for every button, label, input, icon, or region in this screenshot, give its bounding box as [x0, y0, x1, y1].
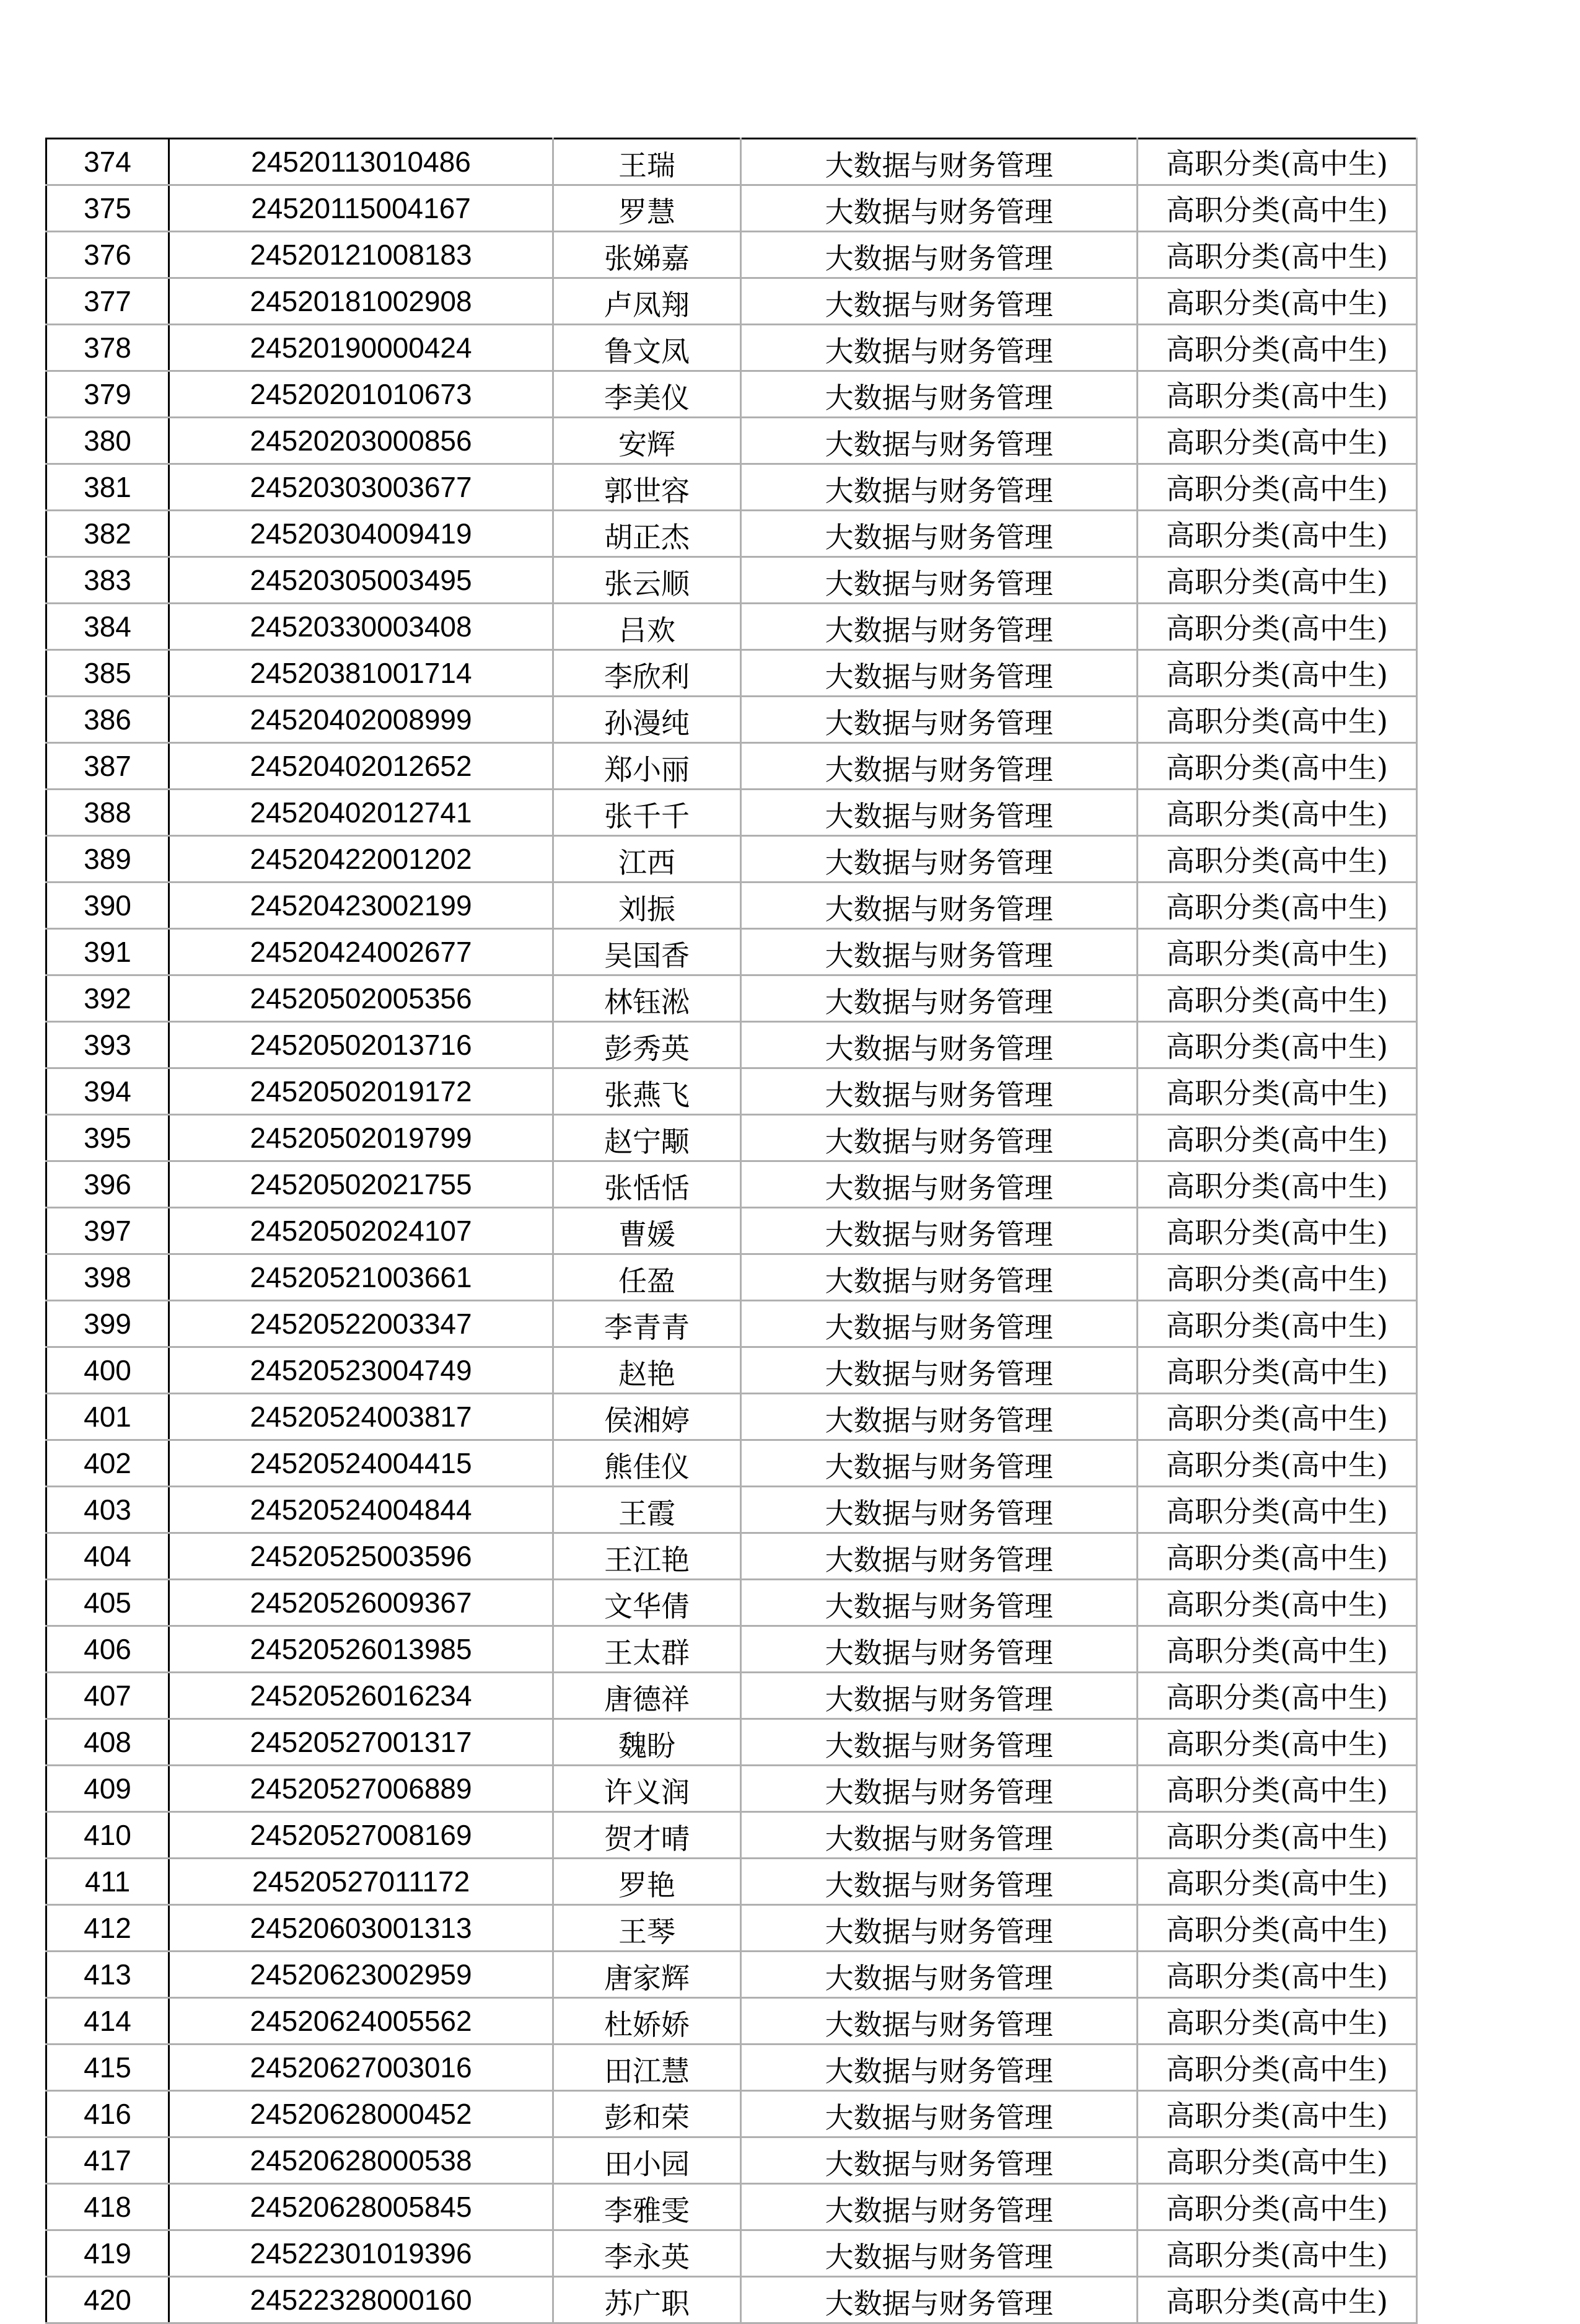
table-row — [46, 511, 1417, 557]
major-cell: 大数据与财务管理 — [741, 1766, 1138, 1812]
student-name-cell: 刘振 — [553, 883, 741, 929]
row-number-cell: 386 — [46, 697, 169, 743]
table-row — [46, 883, 1417, 929]
exam-number-cell: 24520628000538 — [169, 2137, 553, 2184]
student-name-cell: 吕欢 — [553, 604, 741, 650]
table-row — [46, 1301, 1417, 1347]
table-row — [46, 604, 1417, 650]
category-cell: 高职分类(高中生) — [1138, 1673, 1417, 1719]
row-number-cell: 396 — [46, 1161, 169, 1208]
exam-number-cell: 24520525003596 — [169, 1533, 553, 1580]
category-cell: 高职分类(高中生) — [1138, 1115, 1417, 1161]
exam-number-cell: 24520424002677 — [169, 929, 553, 975]
major-cell: 大数据与财务管理 — [741, 1022, 1138, 1068]
student-name-cell: 田小园 — [553, 2137, 741, 2184]
row-number-cell: 388 — [46, 790, 169, 836]
category-cell: 高职分类(高中生) — [1138, 1766, 1417, 1812]
row-number-cell: 406 — [46, 1626, 169, 1673]
major-cell: 大数据与财务管理 — [741, 1859, 1138, 1905]
exam-number-cell: 24520402012652 — [169, 743, 553, 790]
table-row — [46, 1673, 1417, 1719]
table-row — [46, 371, 1417, 418]
exam-number-cell: 24520527001317 — [169, 1719, 553, 1766]
table-row — [46, 2137, 1417, 2184]
row-number-cell: 419 — [46, 2230, 169, 2277]
major-cell: 大数据与财务管理 — [741, 511, 1138, 557]
student-name-cell: 文华倩 — [553, 1580, 741, 1626]
row-number-cell: 393 — [46, 1022, 169, 1068]
table-row — [46, 1905, 1417, 1952]
student-name-cell: 吴国香 — [553, 929, 741, 975]
exam-number-cell: 24520423002199 — [169, 883, 553, 929]
major-cell: 大数据与财务管理 — [741, 1580, 1138, 1626]
table-row — [46, 1394, 1417, 1440]
table-row — [46, 278, 1417, 325]
exam-number-cell: 24520304009419 — [169, 511, 553, 557]
student-name-cell: 罗慧 — [553, 185, 741, 232]
row-number-cell: 383 — [46, 557, 169, 604]
student-name-cell: 卢凤翔 — [553, 278, 741, 325]
category-cell: 高职分类(高中生) — [1138, 697, 1417, 743]
exam-number-cell: 24520526016234 — [169, 1673, 553, 1719]
row-number-cell: 410 — [46, 1812, 169, 1859]
category-cell: 高职分类(高中生) — [1138, 185, 1417, 232]
student-name-cell: 张千千 — [553, 790, 741, 836]
table-row — [46, 697, 1417, 743]
table-row — [46, 1533, 1417, 1580]
exam-number-cell: 24520502019172 — [169, 1068, 553, 1115]
table-row — [46, 1022, 1417, 1068]
table-row — [46, 929, 1417, 975]
table-row — [46, 232, 1417, 278]
student-name-cell: 郭世容 — [553, 464, 741, 511]
student-name-cell: 郑小丽 — [553, 743, 741, 790]
exam-number-cell: 24520422001202 — [169, 836, 553, 883]
major-cell: 大数据与财务管理 — [741, 743, 1138, 790]
row-number-cell: 404 — [46, 1533, 169, 1580]
table-row — [46, 139, 1417, 185]
category-cell: 高职分类(高中生) — [1138, 1208, 1417, 1254]
table-row — [46, 650, 1417, 697]
table-row — [46, 1952, 1417, 1998]
row-number-cell: 412 — [46, 1905, 169, 1952]
major-cell: 大数据与财务管理 — [741, 1626, 1138, 1673]
category-cell: 高职分类(高中生) — [1138, 464, 1417, 511]
row-number-cell: 387 — [46, 743, 169, 790]
table-row — [46, 1487, 1417, 1533]
major-cell: 大数据与财务管理 — [741, 1998, 1138, 2045]
table-row — [46, 1626, 1417, 1673]
row-number-cell: 385 — [46, 650, 169, 697]
major-cell: 大数据与财务管理 — [741, 836, 1138, 883]
exam-number-cell: 24520113010486 — [169, 139, 553, 185]
category-cell: 高职分类(高中生) — [1138, 1254, 1417, 1301]
major-cell: 大数据与财务管理 — [741, 2137, 1138, 2184]
row-number-cell: 418 — [46, 2184, 169, 2230]
category-cell: 高职分类(高中生) — [1138, 1161, 1417, 1208]
student-name-cell: 江西 — [553, 836, 741, 883]
student-name-cell: 李青青 — [553, 1301, 741, 1347]
category-cell: 高职分类(高中生) — [1138, 604, 1417, 650]
table-row — [46, 1812, 1417, 1859]
row-number-cell: 414 — [46, 1998, 169, 2045]
student-name-cell: 任盈 — [553, 1254, 741, 1301]
row-number-cell: 395 — [46, 1115, 169, 1161]
category-cell: 高职分类(高中生) — [1138, 2230, 1417, 2277]
exam-number-cell: 24520502013716 — [169, 1022, 553, 1068]
student-name-cell: 许义润 — [553, 1766, 741, 1812]
category-cell: 高职分类(高中生) — [1138, 2184, 1417, 2230]
student-name-cell: 张恬恬 — [553, 1161, 741, 1208]
row-number-cell: 391 — [46, 929, 169, 975]
exam-number-cell: 24520181002908 — [169, 278, 553, 325]
category-cell: 高职分类(高中生) — [1138, 743, 1417, 790]
table-row — [46, 557, 1417, 604]
category-cell: 高职分类(高中生) — [1138, 1859, 1417, 1905]
row-number-cell: 407 — [46, 1673, 169, 1719]
row-number-cell: 374 — [46, 139, 169, 185]
category-cell: 高职分类(高中生) — [1138, 557, 1417, 604]
category-cell: 高职分类(高中生) — [1138, 278, 1417, 325]
row-number-cell: 397 — [46, 1208, 169, 1254]
category-cell: 高职分类(高中生) — [1138, 1487, 1417, 1533]
table-row — [46, 2045, 1417, 2091]
exam-number-cell: 24520303003677 — [169, 464, 553, 511]
exam-number-cell: 24520527008169 — [169, 1812, 553, 1859]
category-cell: 高职分类(高中生) — [1138, 1533, 1417, 1580]
category-cell: 高职分类(高中生) — [1138, 1068, 1417, 1115]
exam-number-cell: 24520121008183 — [169, 232, 553, 278]
exam-number-cell: 24520305003495 — [169, 557, 553, 604]
category-cell: 高职分类(高中生) — [1138, 1301, 1417, 1347]
table-row — [46, 1347, 1417, 1394]
exam-number-cell: 24520203000856 — [169, 418, 553, 464]
major-cell: 大数据与财务管理 — [741, 557, 1138, 604]
table-row — [46, 1115, 1417, 1161]
major-cell: 大数据与财务管理 — [741, 1905, 1138, 1952]
category-cell: 高职分类(高中生) — [1138, 1440, 1417, 1487]
exam-number-cell: 24520623002959 — [169, 1952, 553, 1998]
row-number-cell: 420 — [46, 2277, 169, 2323]
exam-number-cell: 24520527006889 — [169, 1766, 553, 1812]
category-cell: 高职分类(高中生) — [1138, 1812, 1417, 1859]
major-cell: 大数据与财务管理 — [741, 1068, 1138, 1115]
table-row — [46, 1998, 1417, 2045]
major-cell: 大数据与财务管理 — [741, 1533, 1138, 1580]
student-name-cell: 熊佳仪 — [553, 1440, 741, 1487]
row-number-cell: 399 — [46, 1301, 169, 1347]
major-cell: 大数据与财务管理 — [741, 464, 1138, 511]
exam-number-cell: 24520502021755 — [169, 1161, 553, 1208]
major-cell: 大数据与财务管理 — [741, 650, 1138, 697]
category-cell: 高职分类(高中生) — [1138, 325, 1417, 371]
category-cell: 高职分类(高中生) — [1138, 790, 1417, 836]
student-name-cell: 王霞 — [553, 1487, 741, 1533]
table-row — [46, 1254, 1417, 1301]
major-cell: 大数据与财务管理 — [741, 325, 1138, 371]
category-cell: 高职分类(高中生) — [1138, 1347, 1417, 1394]
row-number-cell: 377 — [46, 278, 169, 325]
row-number-cell: 405 — [46, 1580, 169, 1626]
category-cell: 高职分类(高中生) — [1138, 1394, 1417, 1440]
table-body — [46, 139, 1417, 2323]
major-cell: 大数据与财务管理 — [741, 929, 1138, 975]
major-cell: 大数据与财务管理 — [741, 883, 1138, 929]
major-cell: 大数据与财务管理 — [741, 1301, 1138, 1347]
student-name-cell: 张娣嘉 — [553, 232, 741, 278]
category-cell: 高职分类(高中生) — [1138, 1626, 1417, 1673]
major-cell: 大数据与财务管理 — [741, 1161, 1138, 1208]
admission-list-table — [45, 138, 1418, 2324]
major-cell: 大数据与财务管理 — [741, 232, 1138, 278]
category-cell: 高职分类(高中生) — [1138, 1952, 1417, 1998]
category-cell: 高职分类(高中生) — [1138, 139, 1417, 185]
exam-number-cell: 24520522003347 — [169, 1301, 553, 1347]
exam-number-cell: 24520524004415 — [169, 1440, 553, 1487]
row-number-cell: 411 — [46, 1859, 169, 1905]
row-number-cell: 398 — [46, 1254, 169, 1301]
student-name-cell: 彭秀英 — [553, 1022, 741, 1068]
row-number-cell: 400 — [46, 1347, 169, 1394]
exam-number-cell: 24520603001313 — [169, 1905, 553, 1952]
row-number-cell: 394 — [46, 1068, 169, 1115]
row-number-cell: 417 — [46, 2137, 169, 2184]
category-cell: 高职分类(高中生) — [1138, 2045, 1417, 2091]
student-name-cell: 孙漫纯 — [553, 697, 741, 743]
table-row — [46, 1766, 1417, 1812]
table-row — [46, 1161, 1417, 1208]
table-row — [46, 2184, 1417, 2230]
major-cell: 大数据与财务管理 — [741, 278, 1138, 325]
student-name-cell: 罗艳 — [553, 1859, 741, 1905]
category-cell: 高职分类(高中生) — [1138, 1580, 1417, 1626]
major-cell: 大数据与财务管理 — [741, 2230, 1138, 2277]
exam-number-cell: 24520524003817 — [169, 1394, 553, 1440]
exam-number-cell: 24520524004844 — [169, 1487, 553, 1533]
exam-number-cell: 24522328000160 — [169, 2277, 553, 2323]
student-name-cell: 王太群 — [553, 1626, 741, 1673]
category-cell: 高职分类(高中生) — [1138, 975, 1417, 1022]
row-number-cell: 392 — [46, 975, 169, 1022]
student-name-cell: 魏盼 — [553, 1719, 741, 1766]
major-cell: 大数据与财务管理 — [741, 2091, 1138, 2137]
exam-number-cell: 24520521003661 — [169, 1254, 553, 1301]
table-row — [46, 836, 1417, 883]
exam-number-cell: 24520624005562 — [169, 1998, 553, 2045]
student-name-cell: 李永英 — [553, 2230, 741, 2277]
exam-number-cell: 24520527011172 — [169, 1859, 553, 1905]
exam-number-cell: 24520502019799 — [169, 1115, 553, 1161]
major-cell: 大数据与财务管理 — [741, 418, 1138, 464]
category-cell: 高职分类(高中生) — [1138, 2091, 1417, 2137]
exam-number-cell: 24520381001714 — [169, 650, 553, 697]
student-name-cell: 安辉 — [553, 418, 741, 464]
category-cell: 高职分类(高中生) — [1138, 371, 1417, 418]
row-number-cell: 416 — [46, 2091, 169, 2137]
major-cell: 大数据与财务管理 — [741, 604, 1138, 650]
category-cell: 高职分类(高中生) — [1138, 1905, 1417, 1952]
major-cell: 大数据与财务管理 — [741, 2045, 1138, 2091]
category-cell: 高职分类(高中生) — [1138, 1998, 1417, 2045]
exam-number-cell: 24520330003408 — [169, 604, 553, 650]
category-cell: 高职分类(高中生) — [1138, 1719, 1417, 1766]
table-row — [46, 418, 1417, 464]
table-row — [46, 1068, 1417, 1115]
exam-number-cell: 24520502024107 — [169, 1208, 553, 1254]
major-cell: 大数据与财务管理 — [741, 1719, 1138, 1766]
table-row — [46, 1580, 1417, 1626]
student-name-cell: 张云顺 — [553, 557, 741, 604]
major-cell: 大数据与财务管理 — [741, 1952, 1138, 1998]
row-number-cell: 413 — [46, 1952, 169, 1998]
major-cell: 大数据与财务管理 — [741, 975, 1138, 1022]
row-number-cell: 403 — [46, 1487, 169, 1533]
student-name-cell: 贺才晴 — [553, 1812, 741, 1859]
row-number-cell: 402 — [46, 1440, 169, 1487]
exam-number-cell: 24520115004167 — [169, 185, 553, 232]
category-cell: 高职分类(高中生) — [1138, 2137, 1417, 2184]
exam-number-cell: 24520627003016 — [169, 2045, 553, 2091]
exam-number-cell: 24520402012741 — [169, 790, 553, 836]
exam-number-cell: 24520628000452 — [169, 2091, 553, 2137]
major-cell: 大数据与财务管理 — [741, 1394, 1138, 1440]
table-row — [46, 975, 1417, 1022]
exam-number-cell: 24522301019396 — [169, 2230, 553, 2277]
major-cell: 大数据与财务管理 — [741, 1208, 1138, 1254]
category-cell: 高职分类(高中生) — [1138, 836, 1417, 883]
major-cell: 大数据与财务管理 — [741, 697, 1138, 743]
row-number-cell: 380 — [46, 418, 169, 464]
major-cell: 大数据与财务管理 — [741, 1812, 1138, 1859]
category-cell: 高职分类(高中生) — [1138, 232, 1417, 278]
student-name-cell: 赵艳 — [553, 1347, 741, 1394]
category-cell: 高职分类(高中生) — [1138, 418, 1417, 464]
student-name-cell: 王瑞 — [553, 139, 741, 185]
row-number-cell: 415 — [46, 2045, 169, 2091]
student-name-cell: 张燕飞 — [553, 1068, 741, 1115]
table-row — [46, 1208, 1417, 1254]
row-number-cell: 381 — [46, 464, 169, 511]
student-name-cell: 鲁文凤 — [553, 325, 741, 371]
row-number-cell: 409 — [46, 1766, 169, 1812]
exam-number-cell: 24520526009367 — [169, 1580, 553, 1626]
table-row — [46, 464, 1417, 511]
student-name-cell: 李美仪 — [553, 371, 741, 418]
table-row — [46, 790, 1417, 836]
category-cell: 高职分类(高中生) — [1138, 1022, 1417, 1068]
student-name-cell: 唐德祥 — [553, 1673, 741, 1719]
table-row — [46, 743, 1417, 790]
major-cell: 大数据与财务管理 — [741, 1440, 1138, 1487]
table-row — [46, 2277, 1417, 2323]
table-row — [46, 1859, 1417, 1905]
student-name-cell: 林钰淞 — [553, 975, 741, 1022]
row-number-cell: 379 — [46, 371, 169, 418]
category-cell: 高职分类(高中生) — [1138, 929, 1417, 975]
major-cell: 大数据与财务管理 — [741, 1673, 1138, 1719]
category-cell: 高职分类(高中生) — [1138, 650, 1417, 697]
student-name-cell: 李欣利 — [553, 650, 741, 697]
table-row — [46, 185, 1417, 232]
row-number-cell: 382 — [46, 511, 169, 557]
student-name-cell: 田江慧 — [553, 2045, 741, 2091]
major-cell: 大数据与财务管理 — [741, 790, 1138, 836]
category-cell: 高职分类(高中生) — [1138, 2277, 1417, 2323]
major-cell: 大数据与财务管理 — [741, 139, 1138, 185]
student-name-cell: 胡正杰 — [553, 511, 741, 557]
major-cell: 大数据与财务管理 — [741, 185, 1138, 232]
exam-number-cell: 24520190000424 — [169, 325, 553, 371]
table-row — [46, 325, 1417, 371]
student-name-cell: 王琴 — [553, 1905, 741, 1952]
row-number-cell: 401 — [46, 1394, 169, 1440]
exam-number-cell: 24520201010673 — [169, 371, 553, 418]
category-cell: 高职分类(高中生) — [1138, 511, 1417, 557]
row-number-cell: 408 — [46, 1719, 169, 1766]
exam-number-cell: 24520402008999 — [169, 697, 553, 743]
major-cell: 大数据与财务管理 — [741, 1254, 1138, 1301]
table-row — [46, 2091, 1417, 2137]
exam-number-cell: 24520523004749 — [169, 1347, 553, 1394]
row-number-cell: 375 — [46, 185, 169, 232]
student-name-cell: 苏广职 — [553, 2277, 741, 2323]
row-number-cell: 390 — [46, 883, 169, 929]
exam-number-cell: 24520526013985 — [169, 1626, 553, 1673]
major-cell: 大数据与财务管理 — [741, 2277, 1138, 2323]
table-row — [46, 1440, 1417, 1487]
major-cell: 大数据与财务管理 — [741, 1347, 1138, 1394]
student-name-cell: 赵宁颙 — [553, 1115, 741, 1161]
row-number-cell: 389 — [46, 836, 169, 883]
table-row — [46, 1719, 1417, 1766]
student-name-cell: 彭和荣 — [553, 2091, 741, 2137]
category-cell: 高职分类(高中生) — [1138, 883, 1417, 929]
major-cell: 大数据与财务管理 — [741, 1115, 1138, 1161]
student-name-cell: 唐家辉 — [553, 1952, 741, 1998]
row-number-cell: 384 — [46, 604, 169, 650]
exam-number-cell: 24520502005356 — [169, 975, 553, 1022]
exam-number-cell: 24520628005845 — [169, 2184, 553, 2230]
student-name-cell: 曹媛 — [553, 1208, 741, 1254]
major-cell: 大数据与财务管理 — [741, 371, 1138, 418]
major-cell: 大数据与财务管理 — [741, 1487, 1138, 1533]
row-number-cell: 378 — [46, 325, 169, 371]
student-name-cell: 王江艳 — [553, 1533, 741, 1580]
major-cell: 大数据与财务管理 — [741, 2184, 1138, 2230]
row-number-cell: 376 — [46, 232, 169, 278]
student-name-cell: 李雅雯 — [553, 2184, 741, 2230]
student-name-cell: 杜娇娇 — [553, 1998, 741, 2045]
student-name-cell: 侯湘婷 — [553, 1394, 741, 1440]
table-row — [46, 2230, 1417, 2277]
